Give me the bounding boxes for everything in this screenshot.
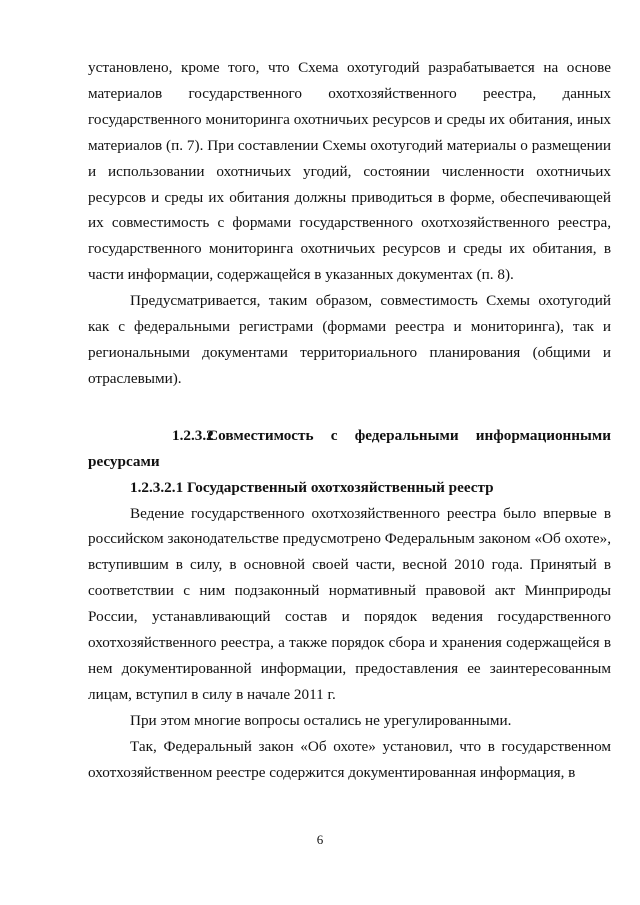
section-number: 1.2.3.2 [172,426,214,444]
section-heading [88,423,611,475]
section-title: Совместимость с федеральными информационными ресурсами [88,426,612,470]
paragraph-continuation: установлено, кроме того, что Схема охотугодий разрабатывается на основе материалов государственного охотхозяйственного реестра, данных государственного мониторинга охотничьих ресурсов и среды их обитания, иных материалов (п. 7). При составлении Схемы охотугодий материалы о размещении и использовании охотничьих угодий, состоянии численности охотничьих ресурсов и среды их обитания должны приводиться в форме, обеспечивающей их совместимость с формами государственного охотхозяйственного реестра, государственного мониторинга охотничьих ресурсов и среды их обитания, в части информации, содержащейся в указанных документах (п. 8). [88,59,611,284]
subsection-heading: 1.2.3.2.1 Государственный охотхозяйственный реестр [130,478,494,496]
paragraph: Ведение государственного охотхозяйственного реестра было впервые в российском законодательстве предусмотрено Федеральным законом «Об охоте», вступившим в силу, в основной своей части, весной 2010 года. Принятый в соответствии с ним подзаконный нормативный правовой акт Минприроды России, устанавливающий состав и порядок ведения государственного охотхозяйственного реестра, а также порядок сбора и хранения содержащейся в нем документированной информации, предоставления ее заинтересованным лицам, вступил в силу в начале 2011 г. [88,504,611,703]
document-body [88,55,611,785]
spacer [88,392,611,423]
page-number: 6 [316,832,324,847]
paragraph: Предусматривается, таким образом, совместимость Схемы охотугодий как с федеральными регистрами (формами реестра и мониторинга), так и региональными документами территориального планирования (общими и отраслевыми). [88,292,611,387]
paragraph: Так, Федеральный закон «Об охоте» установил, что в государственном охотхозяйственном реестре содержится документированная информация, в [88,737,611,781]
paragraph: При этом многие вопросы остались не урегулированными. [130,711,512,729]
